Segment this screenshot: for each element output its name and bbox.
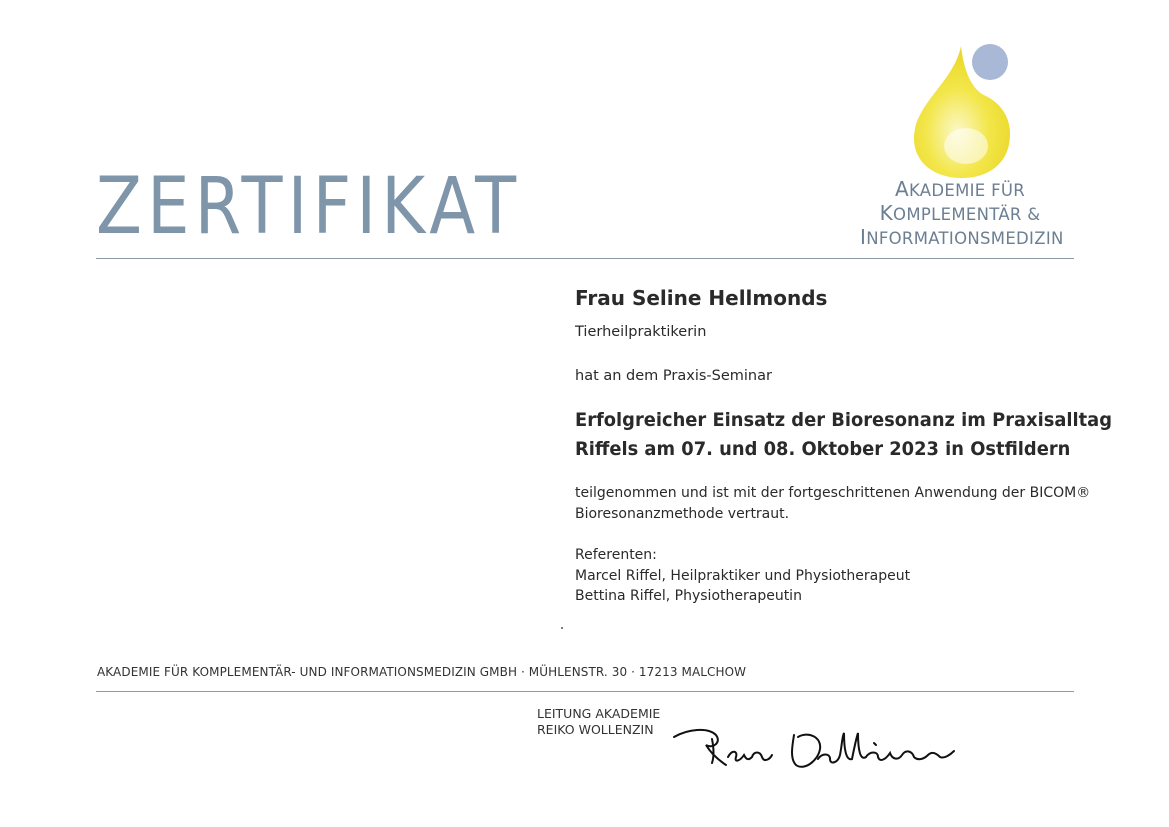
seminar-title bbox=[575, 406, 1112, 464]
academy-line1-initial: A bbox=[894, 177, 909, 201]
academy-name bbox=[860, 177, 1064, 250]
speaker-item: Bettina Riffel, Physiotherapeutin bbox=[575, 588, 802, 604]
seminar-title-line2: Riffels am 07. und 08. Oktober 2023 in Ostfildern bbox=[575, 438, 1071, 460]
signer-block bbox=[537, 706, 660, 738]
speaker-item: Marcel Riffel, Heilpraktiker und Physiotherapeut bbox=[575, 567, 911, 584]
intro-text: hat an dem Praxis-Seminar bbox=[575, 368, 772, 384]
recipient-name: Frau Seline Hellmonds bbox=[575, 286, 828, 310]
completion-text bbox=[575, 483, 1090, 525]
header-divider bbox=[96, 258, 1074, 259]
footer-divider bbox=[96, 691, 1074, 692]
seminar-title-line1: Erfolgreicher Einsatz der Bioresonanz im Praxisalltag bbox=[575, 409, 1113, 431]
academy-line1-rest: KADEMIE FÜR bbox=[908, 181, 1026, 200]
speakers-heading: Referenten: bbox=[575, 547, 657, 563]
certificate-title: ZERTIFIKAT bbox=[96, 162, 522, 252]
speakers-block bbox=[575, 545, 910, 607]
signer-name: REIKO WOLLENZIN bbox=[537, 722, 654, 737]
completion-text-line1: teilgenommen und ist mit der fortgeschrittenen Anwendung der BICOM® bbox=[575, 485, 1091, 501]
signature-icon bbox=[668, 715, 958, 775]
academy-line2-rest: OMPLEMENTÄR & bbox=[893, 205, 1041, 224]
completion-text-line2: Bioresonanzmethode vertraut. bbox=[575, 506, 790, 522]
stray-dot bbox=[561, 627, 563, 629]
academy-line3-initial: I bbox=[860, 225, 867, 249]
academy-logo-icon bbox=[906, 42, 1036, 182]
academy-line2-initial: K bbox=[879, 201, 894, 225]
recipient-profession: Tierheilpraktikerin bbox=[575, 324, 707, 340]
signer-role: LEITUNG AKADEMIE bbox=[537, 706, 661, 721]
academy-line3-rest: NFORMATIONSMEDIZIN bbox=[866, 229, 1064, 248]
footer-address: AKADEMIE FÜR KOMPLEMENTÄR- UND INFORMATIONSMEDIZIN GMBH · MÜHLENSTR. 30 · 17213 MALCHOW bbox=[97, 664, 747, 679]
